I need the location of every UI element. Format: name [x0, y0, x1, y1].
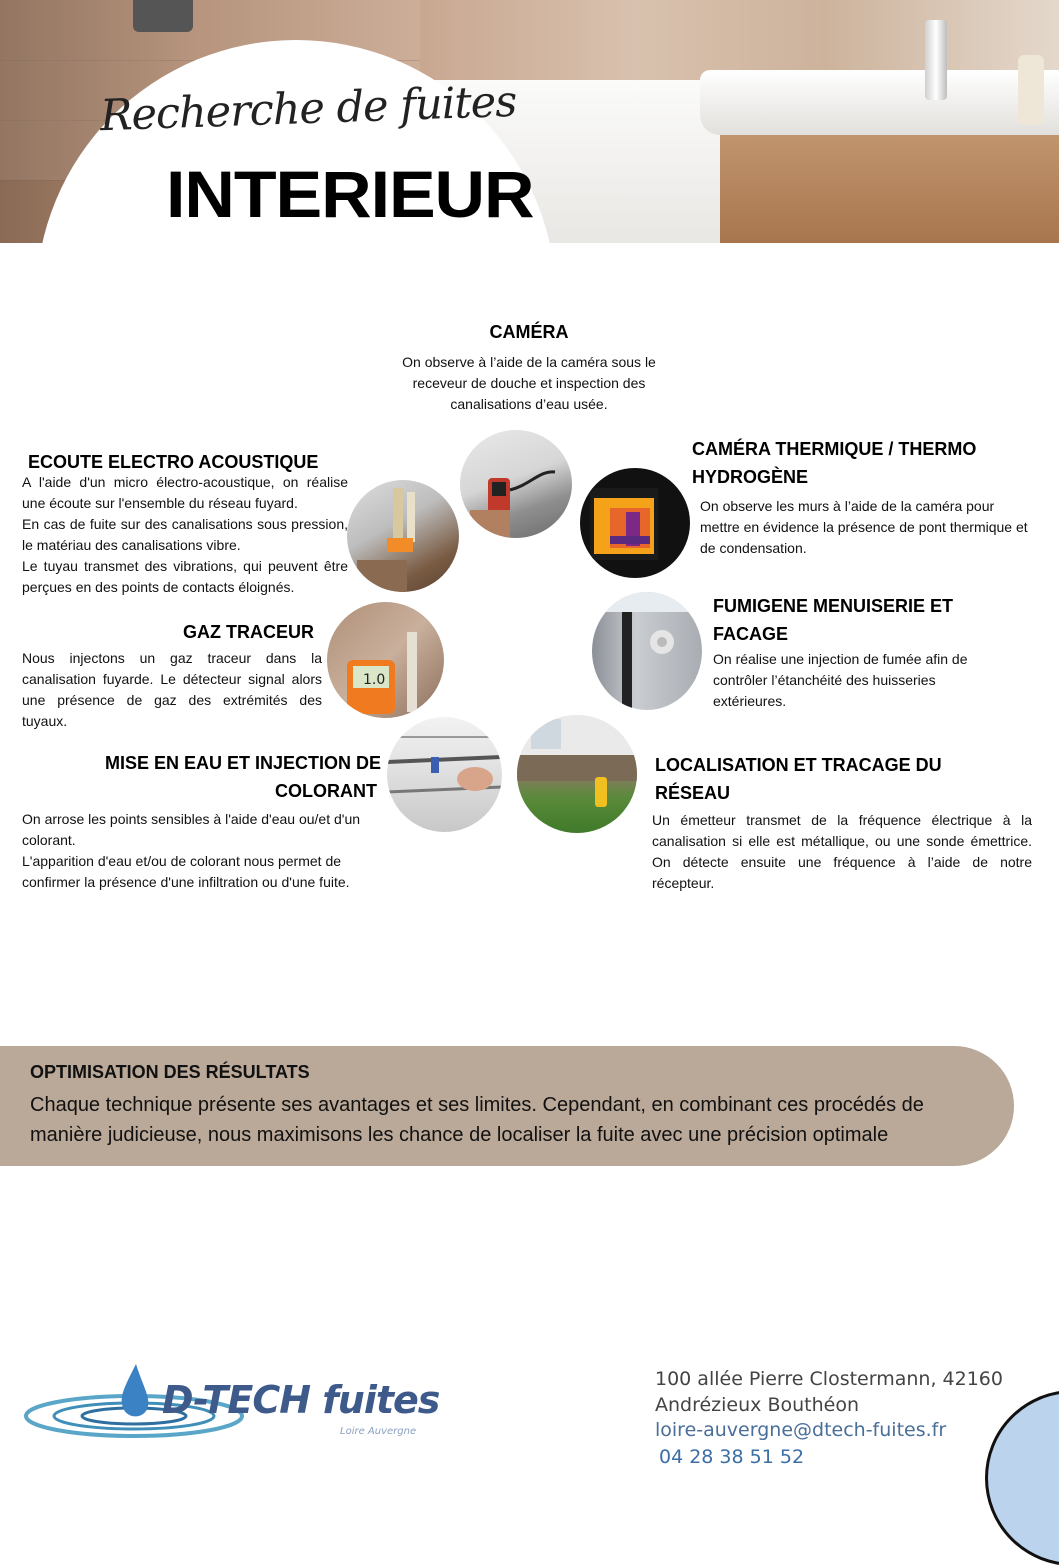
locator-device-icon — [517, 715, 637, 833]
faucet — [925, 20, 947, 100]
dye-injection-icon — [387, 717, 502, 832]
ecoute-text — [22, 472, 348, 598]
address-line2: Andrézieux Bouthéon — [655, 1394, 859, 1416]
photo-thermal-camera — [580, 468, 690, 578]
localisation-title-line1: LOCALISATION ET TRACAGE DU — [655, 755, 942, 775]
logo-name: D-TECH fuites — [162, 1378, 440, 1422]
mise-en-eau-title-line2: COLORANT — [275, 781, 377, 801]
phone-number[interactable]: 04 28 38 51 52 — [659, 1446, 805, 1468]
photo-ecoute — [347, 480, 459, 592]
photo-localisation — [517, 715, 637, 833]
photo-camera — [460, 430, 572, 538]
address-line1: 100 allée Pierre Clostermann, 42160 — [655, 1368, 1003, 1390]
logo-region: Loire Auvergne — [340, 1426, 417, 1437]
thermal-image-icon — [580, 468, 690, 578]
camera-device-icon — [460, 430, 572, 538]
gaz-title: GAZ TRACEUR — [183, 622, 314, 642]
thermal-title-line1: CAMÉRA THERMIQUE / THERMO — [692, 439, 977, 459]
mise-en-eau-text-2: L'apparition d'eau et/ou de colorant nous permet de confirmer la présence d'une infiltration ou d'une fuite. — [22, 853, 350, 890]
water-drop-icon — [122, 1364, 149, 1416]
camera-text: On observe à l’aide de la caméra sous le receveur de douche et inspection des canalisations d’eau usée. — [402, 354, 656, 412]
gaz-text: Nous injectons un gaz traceur dans la canalisation fuyarde. Le détecteur signal alors une présence de gaz des extrémités des tuyaux. — [22, 650, 322, 729]
thermal-title-line2: HYDROGÈNE — [692, 467, 809, 487]
ecoute-text-3: Le tuyau transmet des vibrations, qui peuvent être perçues en des points de contacts éloignés. — [22, 558, 348, 595]
email-link[interactable]: loire-auvergne@dtech-fuites.fr — [655, 1419, 947, 1441]
localisation-title-line2: RÉSEAU — [655, 783, 731, 803]
soap-dispenser — [1018, 55, 1044, 125]
thermal-text: On observe les murs à l’aide de la caméra pour mettre en évidence la présence de pont thermique et de condensation. — [700, 498, 1028, 556]
ecoute-title: ECOUTE ELECTRO ACOUSTIQUE — [28, 452, 319, 472]
mise-en-eau-text-1: On arrose les points sensibles à l'aide d'eau ou/et d'un colorant. — [22, 811, 361, 848]
ecoute-text-2: En cas de fuite sur des canalisations sous pression, le matériau des canalisations vibre. — [22, 516, 348, 553]
mise-en-eau-title-line1: MISE EN EAU ET INJECTION DE — [104, 753, 381, 773]
localisation-text: Un émetteur transmet de la fréquence électrique à la canalisation si elle est métallique, ou une sonde émettrice. On détecte ensuite une fréquence à l’aide de notre récepteur. — [652, 812, 1032, 891]
gas-detector-icon — [327, 602, 444, 718]
detector-reading: 1.0 — [363, 672, 386, 688]
photo-mise-en-eau — [387, 717, 502, 832]
fumigene-text: On réalise une injection de fumée afin de contrôler l’étanchéité des huisseries extérieures. — [713, 651, 968, 709]
smoke-icon — [592, 592, 702, 710]
photo-gaz-traceur — [327, 602, 444, 718]
script-title: Recherche de fuites — [99, 76, 518, 142]
camera-title: CAMÉRA — [489, 322, 569, 342]
acoustic-device-icon — [347, 480, 459, 592]
ecoute-text-1: A l'aide d'un micro électro-acoustique, on réalise une écoute sur l'ensemble du réseau fuyard. — [22, 474, 348, 511]
sink — [700, 70, 1059, 135]
fumigene-title-line2: FACAGE — [713, 624, 789, 644]
mise-en-eau-text — [22, 809, 378, 893]
fumigene-title-line1: FUMIGENE MENUISERIE ET — [713, 596, 954, 616]
page-title: INTERIEUR — [166, 157, 534, 231]
flush-plate — [133, 0, 193, 32]
optimisation-text: Chaque technique présente ses avantages et ses limites. Cependant, en combinant ces procédés de manière judicieuse, nous maximisons les chance de localiser la fuite avec une précision optimale — [30, 1094, 924, 1146]
photo-fumigene — [592, 592, 702, 710]
optimisation-title: OPTIMISATION DES RÉSULTATS — [30, 1062, 310, 1082]
